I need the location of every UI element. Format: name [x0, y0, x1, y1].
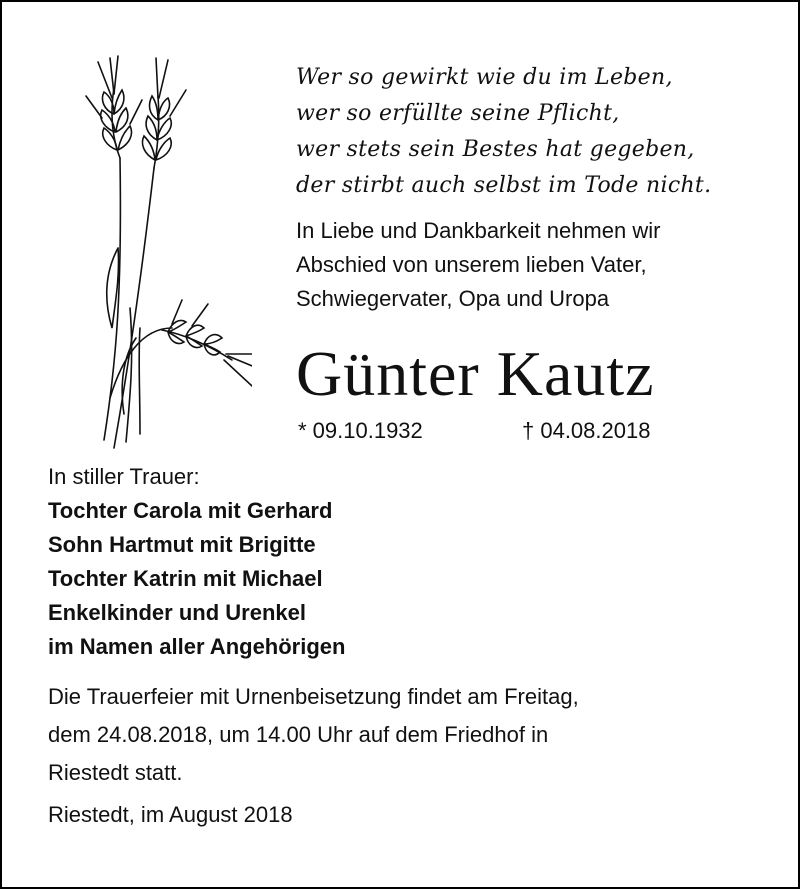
funeral-line: dem 24.08.2018, um 14.00 Uhr auf dem Friedhof in [48, 722, 549, 747]
intro-line: Schwiegervater, Opa und Uropa [296, 286, 610, 311]
death-date: † 04.08.2018 [522, 418, 651, 443]
poem-verse [296, 60, 711, 204]
deceased-name: Günter Kautz [296, 338, 655, 409]
funeral-details [48, 678, 748, 792]
funeral-line: Die Trauerfeier mit Urnenbeisetzung findet am Freitag, [48, 684, 579, 709]
intro-line: Abschied von unserem lieben Vater, [296, 252, 647, 277]
place-and-date: Riestedt, im August 2018 [48, 802, 293, 827]
mourner-entry: im Namen aller Angehörigen [48, 634, 346, 659]
birth-date: * 09.10.1932 [298, 418, 423, 443]
intro-line: In Liebe und Dankbarkeit nehmen wir [296, 218, 661, 243]
mourners-heading: In stiller Trauer: [48, 464, 200, 489]
poem-line: wer stets sein Bestes hat gegeben, [296, 137, 695, 162]
mourner-entry: Sohn Hartmut mit Brigitte [48, 532, 316, 557]
poem-line: Wer so gewirkt wie du im Leben, [296, 65, 673, 90]
mourner-entry: Tochter Katrin mit Michael [48, 566, 323, 591]
mourners-list [48, 460, 345, 664]
funeral-line: Riestedt statt. [48, 760, 183, 785]
mourner-entry: Tochter Carola mit Gerhard [48, 498, 333, 523]
mourner-entry: Enkelkinder und Urenkel [48, 600, 306, 625]
farewell-intro [296, 214, 660, 316]
poem-line: wer so erfüllte seine Pflicht, [296, 101, 620, 126]
wheat-ears-illustration [62, 38, 252, 458]
poem-line: der stirbt auch selbst im Tode nicht. [296, 173, 712, 198]
